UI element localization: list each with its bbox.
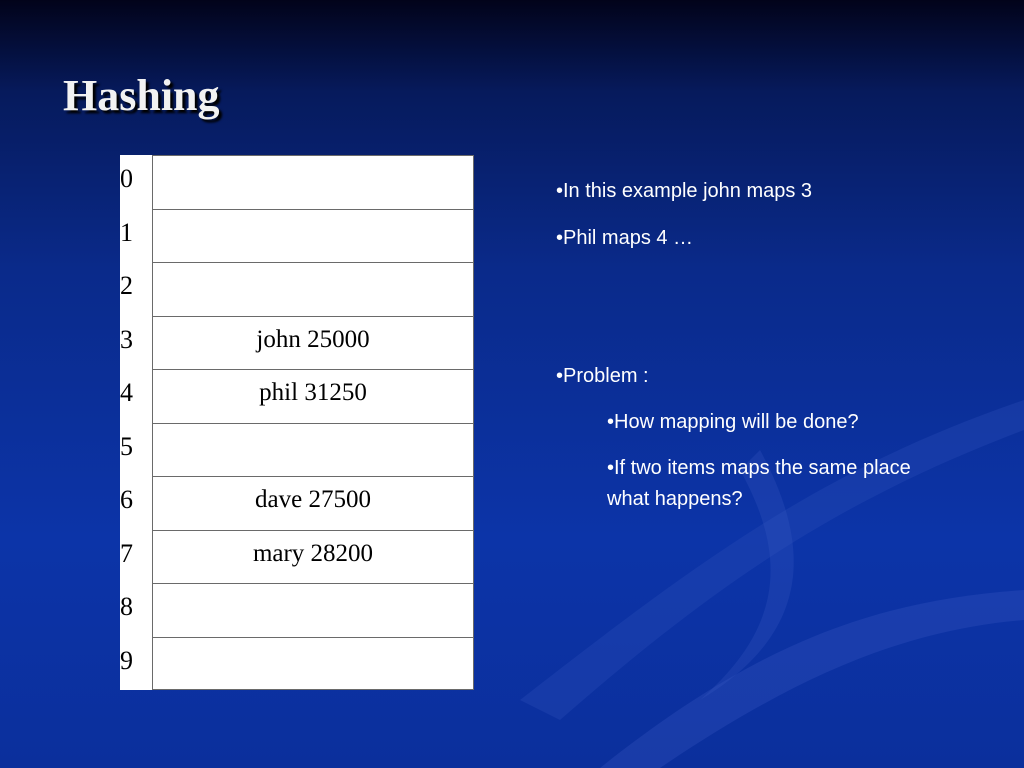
- hash-row: [120, 369, 474, 423]
- hash-row: [120, 209, 474, 263]
- row-cell: [152, 155, 474, 209]
- bullet-example-phil: •Phil maps 4 …: [556, 227, 694, 249]
- row-index: 8: [120, 583, 152, 637]
- row-cell: [152, 583, 474, 637]
- row-index: 4: [120, 369, 152, 423]
- row-index: 3: [120, 316, 152, 370]
- row-cell: [152, 209, 474, 263]
- hash-row: [120, 316, 474, 370]
- row-index: 5: [120, 423, 152, 477]
- row-cell: phil 31250: [152, 369, 474, 423]
- hash-row: [120, 476, 474, 530]
- row-index: 7: [120, 530, 152, 584]
- row-cell: dave 27500: [152, 476, 474, 530]
- bullet-example-john: •In this example john maps 3: [556, 180, 813, 202]
- bullet-problem: •Problem :: [556, 365, 649, 387]
- hash-row: [120, 583, 474, 637]
- row-cell: [152, 637, 474, 691]
- hash-row: [120, 637, 474, 691]
- hash-table: [120, 155, 474, 690]
- row-index: 2: [120, 262, 152, 316]
- row-cell: mary 28200: [152, 530, 474, 584]
- hash-row: [120, 423, 474, 477]
- hash-row: [120, 530, 474, 584]
- row-cell: [152, 423, 474, 477]
- row-index: 6: [120, 476, 152, 530]
- slide-title: Hashing: [63, 71, 220, 120]
- row-index: 0: [120, 155, 152, 209]
- row-index: 1: [120, 209, 152, 263]
- sub-bullet-collision: •If two items maps the same place what happens?: [607, 457, 911, 510]
- row-cell: [152, 262, 474, 316]
- hash-row: [120, 155, 474, 209]
- hash-row: [120, 262, 474, 316]
- sub-bullet-mapping: •How mapping will be done?: [607, 411, 859, 433]
- row-cell: john 25000: [152, 316, 474, 370]
- row-index: 9: [120, 637, 152, 691]
